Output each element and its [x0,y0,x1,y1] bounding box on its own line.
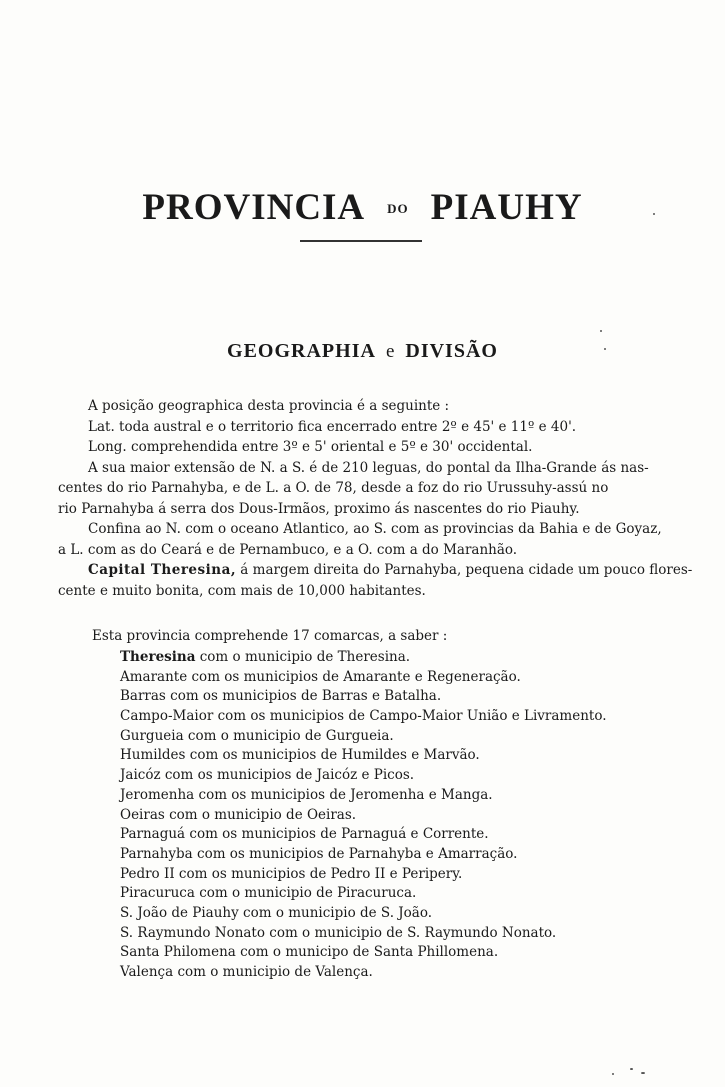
comarca-text: Parnaguá com os municipios de Parnaguá e Corrente. [120,826,489,843]
paragraph-borders-line1: Confina ao N. com o oceano Atlantico, ao S. com as provincias da Bahia e de Goyaz, [88,521,662,537]
comarca-item [120,865,607,885]
paper-speck [641,1072,645,1074]
comarca-text: Jaicóz com os municipios de Jaicóz e Picos. [120,767,415,784]
paper-speck [630,1068,633,1070]
paragraph-borders-line2: a L. com as do Ceará e de Pernambuco, e a O. com a do Maranhão. [58,541,518,558]
comarca-item [120,943,607,963]
comarca-item [120,904,607,924]
comarca-text: Campo-Maior com os municipios de Campo-Maior União e Livramento. [120,708,607,725]
paragraph-extension-line3: rio Parnahyba á serra dos Dous-Irmãos, proximo ás nascentes do rio Piauhy. [58,500,580,517]
title-part2: PIAUHY [430,187,583,228]
comarca-item [120,845,607,865]
paragraph-capital-line1 [58,560,693,581]
comarca-text: S. Raymundo Nonato com o municipio de S. Raymundo Nonato. [120,924,557,941]
comarca-item [120,707,607,727]
paragraph-capital-line2: cente e muito bonita, com mais de 10,000 habitantes. [58,582,426,599]
comarca-item [120,687,607,707]
paper-speck [612,1073,614,1075]
comarca-text: S. João de Piauhy com o municipio de S. João. [120,904,433,921]
title-rule [300,240,422,242]
capital-text: á margem direita do Parnahyba, pequena cidade um pouco flores- [236,562,693,578]
comarca-list [120,648,607,983]
subtitle-part2: DIVISÃO [405,340,498,362]
paper-speck [653,213,655,215]
title-part1: PROVINCIA [142,187,366,228]
paragraph-extension-line2: centes do rio Parnahyba, e de L. a O. de 78, desde a foz do rio Urussuhy-assú no [58,480,609,496]
comarca-text: Jeromenha com os municipios de Jeromenha e Manga. [120,786,493,803]
comarca-text: Parnahyba com os municipios de Parnahyba e Amarração. [120,845,518,862]
comarca-text: Amarante com os municipios de Amarante e Regeneração. [120,668,521,685]
comarca-item [120,884,607,904]
comarca-text: com o municipio de Theresina. [195,649,411,665]
paragraph-comarcas-intro: Esta provincia comprehende 17 comarcas, a saber : [92,628,448,644]
comarca-item [120,825,607,845]
comarcas-intro [58,626,678,647]
comarca-text: Humildes com os municipios de Humildes e Marvão. [120,747,480,764]
comarca-text: Santa Philomena com o municipo de Santa Phillomena. [120,944,499,961]
subtitle-part1: GEOGRAPHIA [227,340,376,362]
section-heading [0,340,725,363]
comarca-item [120,746,607,766]
body-text [58,396,693,601]
title-connector: DO [387,201,409,216]
subtitle-connector: e [385,341,396,362]
comarca-text: Pedro II com os municipios de Pedro II e Peripery. [120,865,463,882]
comarca-text: Barras com os municipios de Barras e Batalha. [120,688,442,705]
comarca-item [120,924,607,944]
paper-speck [604,348,606,350]
comarca-item [120,648,607,668]
comarca-item [120,668,607,688]
comarca-item [120,766,607,786]
comarca-item [120,727,607,747]
paragraph-position: A posição geographica desta provincia é a seguinte : [88,398,450,414]
comarca-item [120,806,607,826]
paragraph-latitude: Lat. toda austral e o territorio fica encerrado entre 2º e 45' e 11º e 40'. [88,418,577,435]
comarca-item [120,786,607,806]
comarca-text: Oeiras com o municipio de Oeiras. [120,806,357,823]
comarca-item [120,963,607,983]
comarca-name: Theresina [120,649,196,665]
comarca-text: Valença com o municipio de Valença. [120,964,373,980]
capital-label: Capital Theresina, [88,562,237,578]
paragraph-longitude: Long. comprehendida entre 3º e 5' oriental e 5º e 30' occidental. [88,439,533,455]
paragraph-extension-line1: A sua maior extensão de N. a S. é de 210 leguas, do pontal da Ilha-Grande ás nas- [88,459,649,476]
comarca-text: Gurgueia com o municipio de Gurgueia. [120,727,394,744]
paper-speck [600,330,602,332]
page-title [0,186,725,229]
comarca-text: Piracuruca com o municipio de Piracuruca. [120,885,417,902]
